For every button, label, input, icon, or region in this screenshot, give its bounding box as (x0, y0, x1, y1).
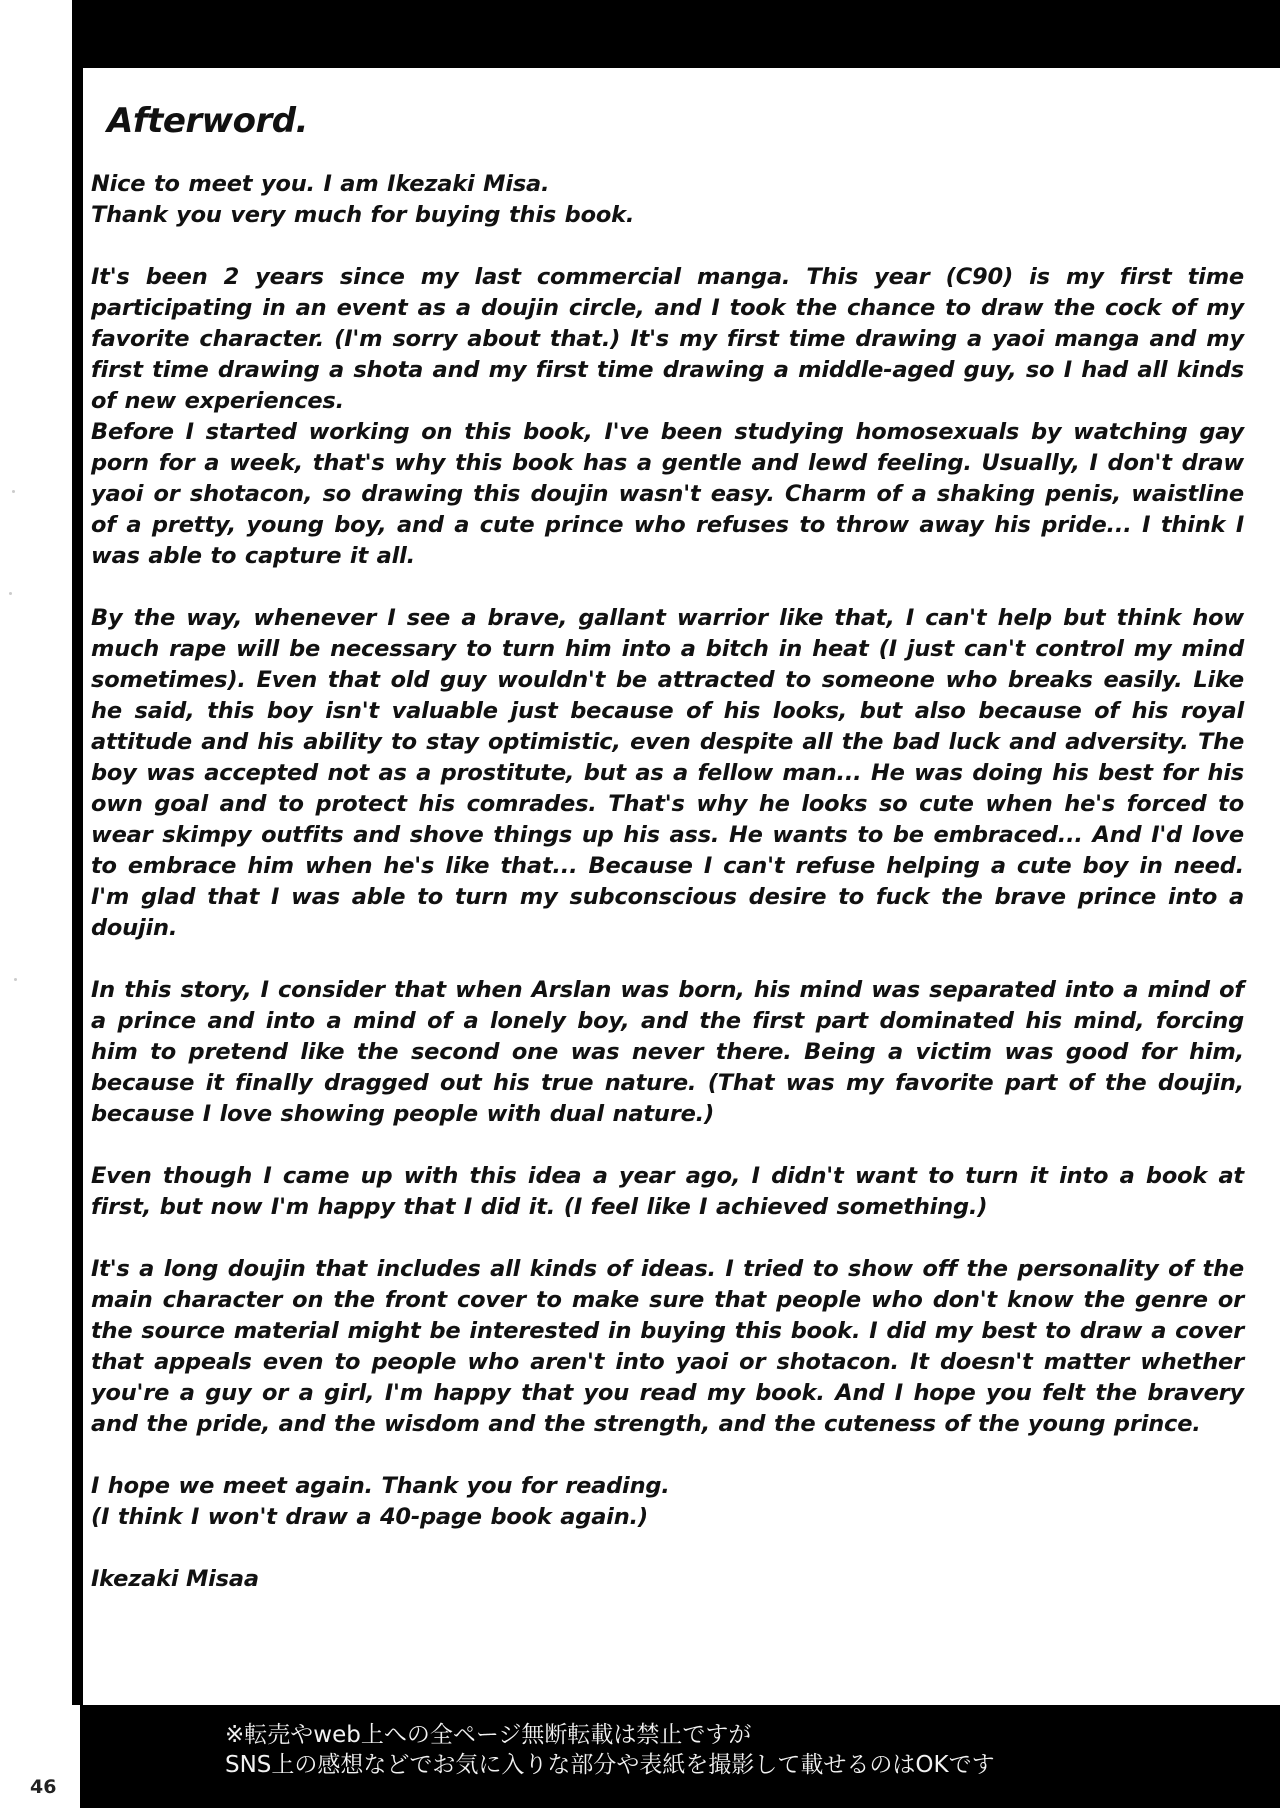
scan-speck (14, 978, 17, 981)
afterword-paragraph (91, 975, 1244, 1130)
paragraph-line: I hope we meet again. Thank you for reading. (91, 1473, 670, 1499)
afterword-content (83, 68, 1280, 1705)
afterword-paragraph (91, 603, 1244, 944)
afterword-body (91, 169, 1244, 1533)
paragraph-line: By the way, whenever I see a brave, gallant warrior like that, I can't help but think how much rape will be necessary to turn him into a bitch in heat (I just can't control my mind sometimes). Even that old guy wouldn't be attracted to someone who breaks easily. Like he said, this boy isn't valuable just because of his looks, but also because of his royal attitude and his ability to stay optimistic, even despite all the bad luck and adversity. The boy was accepted not as a prostitute, but as a fellow man... He was doing his best for his own goal and to protect his comrades. That's why he looks so cute when he's forced to wear skimpy outfits and shove things up his ass. He wants to be embraced... And I'd love to embrace him when he's like that... Because I can't refuse helping a cute boy in need. I'm glad that I was able to turn my subconscious desire to fuck the brave prince into a doujin. (91, 605, 1244, 941)
paragraph-line: It's a long doujin that includes all kinds of ideas. I tried to show off the personality of the main character on the front cover to make sure that people who don't know the genre or the source material might be interested in buying this book. I did my best to draw a cover that appeals even to people who aren't into yaoi or shotacon. It doesn't matter whether you're a guy or a girl, I'm happy that you read my book. And I hope you felt the bravery and the pride, and the wisdom and the strength, and the cuteness of the young prince. (91, 1256, 1244, 1437)
paragraph-line: In this story, I consider that when Arslan was born, his mind was separated into a mind of a prince and into a mind of a lonely boy, and the first part dominated his mind, forcing him to pretend like the second one was never there. Being a victim was good for him, because it finally dragged out his true nature. (That was my favorite part of the doujin, because I love showing people with dual nature.) (91, 977, 1244, 1127)
afterword-paragraph (91, 1471, 1244, 1533)
afterword-paragraph (91, 169, 1244, 231)
paragraph-line: Nice to meet you. I am Ikezaki Misa. (91, 171, 550, 197)
page-number: 46 (30, 1776, 57, 1798)
paragraph-line: (I think I won't draw a 40-page book again.) (91, 1504, 648, 1530)
scan-speck (9, 592, 12, 595)
afterword-paragraph (91, 1254, 1244, 1440)
page-title: Afterword. (107, 101, 308, 141)
paragraph-line: Even though I came up with this idea a year ago, I didn't want to turn it into a book at first, but now I'm happy that I did it. (I feel like I achieved something.) (91, 1163, 1244, 1220)
afterword-paragraph (91, 262, 1244, 572)
scan-speck (12, 490, 15, 493)
footer-notice-line-1: ※転売やweb上への全ページ無断転載は禁止ですが (225, 1722, 752, 1748)
page-frame-top-bar (72, 0, 1280, 68)
afterword-paragraph (91, 1161, 1244, 1223)
author-signature: Ikezaki Misaa (91, 1566, 259, 1592)
paragraph-line: Thank you very much for buying this book. (91, 202, 635, 228)
copyright-footer (80, 1705, 1280, 1808)
paragraph-line: It's been 2 years since my last commercial manga. This year (C90) is my first time participating in an event as a doujin circle, and I took the chance to draw the cock of my favorite character. (I'm sorry about that.) It's my first time drawing a yaoi manga and my first time drawing a shota and my first time drawing a middle-aged guy, so I had all kinds of new experiences. (91, 264, 1244, 414)
paragraph-line: Before I started working on this book, I've been studying homosexuals by watching gay porn for a week, that's why this book has a gentle and lewd feeling. Usually, I don't draw yaoi or shotacon, so drawing this doujin wasn't easy. Charm of a shaking penis, waistline of a pretty, young boy, and a cute prince who refuses to throw away his pride... I think I was able to capture it all. (91, 419, 1244, 569)
footer-notice-line-2: SNS上の感想などでお気に入りな部分や表紙を撮影して載せるのはOKです (225, 1752, 995, 1778)
page-frame-left-border (72, 0, 83, 1705)
